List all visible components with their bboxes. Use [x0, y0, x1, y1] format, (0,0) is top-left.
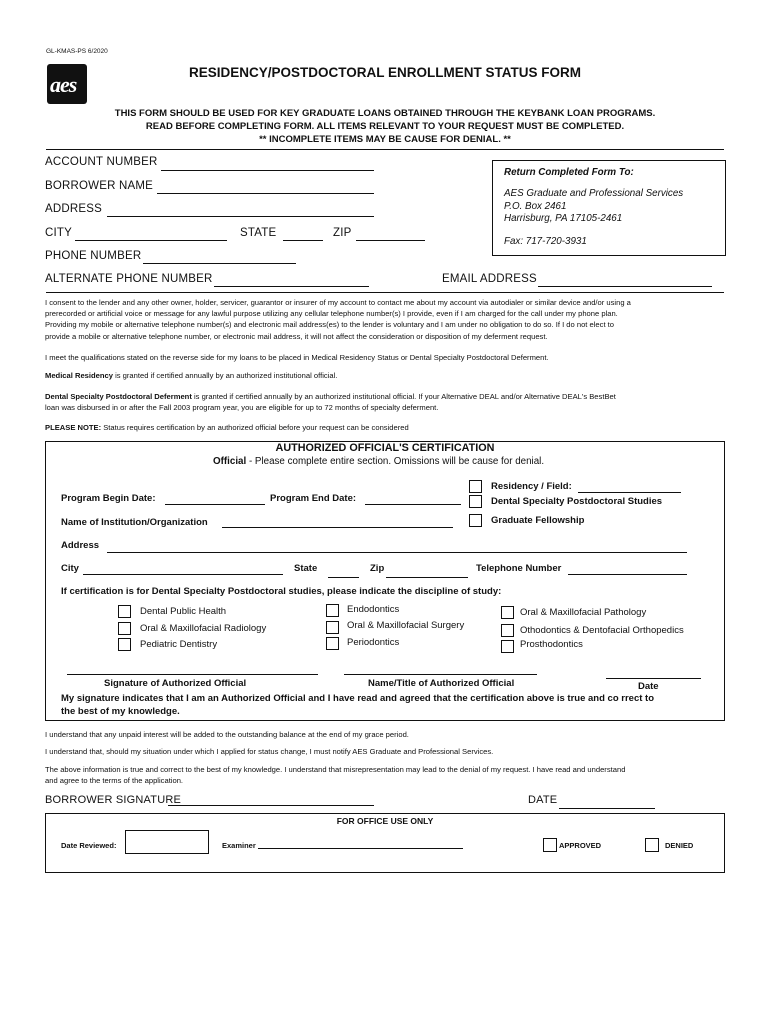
graduate-fellowship-checkbox[interactable] — [469, 514, 482, 527]
borrower-signature-label: BORROWER SIGNATURE — [45, 794, 182, 806]
notify-text: I understand that, should my situation under which I applied for status change, I must notify AES Graduate and Professional Services. — [45, 747, 494, 756]
periodontics-checkbox[interactable] — [326, 637, 339, 650]
dental-deferment-label: Dental Specialty Postdoctoral Deferment — [45, 392, 192, 401]
state-field[interactable] — [283, 240, 323, 241]
oral-radiology-label: Oral & Maxillofacial Radiology — [140, 623, 267, 634]
program-end-field[interactable] — [365, 504, 461, 505]
unpaid-interest-text: I understand that any unpaid interest will be added to the outstanding balance at the end of my grace period. — [45, 730, 409, 739]
city-label: CITY — [45, 227, 72, 239]
account-number-label: ACCOUNT NUMBER — [45, 156, 158, 168]
pediatric-dentistry-checkbox[interactable] — [118, 638, 131, 651]
state-label: STATE — [240, 227, 277, 239]
zip-label: ZIP — [333, 227, 352, 239]
form-title: RESIDENCY/POSTDOCTORAL ENROLLMENT STATUS FORM — [188, 65, 581, 80]
prosthodontics-checkbox[interactable] — [501, 640, 514, 653]
city-field[interactable] — [75, 240, 227, 241]
borrower-name-field[interactable] — [157, 193, 374, 194]
dental-public-health-checkbox[interactable] — [118, 605, 131, 618]
email-field[interactable] — [538, 286, 712, 287]
residency-field-line[interactable] — [578, 492, 681, 493]
alternate-phone-label: ALTERNATE PHONE NUMBER — [45, 273, 213, 285]
denied-label: DENIED — [665, 841, 694, 850]
endodontics-checkbox[interactable] — [326, 604, 339, 617]
program-begin-label: Program Begin Date: — [61, 493, 156, 504]
dental-deferment-line-2: loan was disbursed in or after the Fall 2003 program year, you are eligible for up to 72 months of specialty deferment. — [45, 403, 439, 413]
cert-city-label: City — [61, 563, 79, 574]
cert-zip-field[interactable] — [386, 577, 468, 578]
borrower-date-field[interactable] — [559, 808, 655, 809]
alternate-phone-field[interactable] — [214, 286, 369, 287]
dental-specialty-label: Dental Specialty Postdoctoral Studies — [491, 496, 663, 507]
borrower-date-label: DATE — [528, 794, 558, 806]
true-correct-line-1: The above information is true and correct to the best of my knowledge. I understand that misrepresentation may lead to the denial of my request. I have read and understand — [45, 765, 626, 774]
return-heading: Return Completed Form To: — [504, 167, 634, 178]
qualifications-text: I meet the qualifications stated on the reverse side for my loans to be placed in Medical Residency Status or Dental Specialty Postdoctoral Deferment. — [45, 353, 549, 362]
zip-field[interactable] — [356, 240, 425, 241]
email-label: EMAIL ADDRESS — [442, 273, 537, 285]
cert-state-field[interactable] — [328, 577, 359, 578]
discipline-prompt: If certification is for Dental Specialty Postdoctoral studies, please indicate the discipline of study: — [61, 586, 502, 597]
dental-deferment-desc: is granted if certified annually by an authorized institutional official. If your Alternative DEAL and/or Alternative DEAL's BestBet — [191, 392, 616, 401]
attestation-line-2: the best of my knowledge. — [61, 706, 180, 717]
dental-public-health-label: Dental Public Health — [140, 606, 227, 617]
endodontics-label: Endodontics — [347, 604, 400, 615]
address-label: ADDRESS — [45, 203, 102, 215]
consent-paragraph — [45, 297, 735, 342]
please-note-label: PLEASE NOTE: — [45, 423, 102, 432]
address-field[interactable] — [107, 216, 374, 217]
cert-state-label: State — [294, 563, 318, 574]
approved-label: APPROVED — [559, 841, 602, 850]
consent-line-1: I consent to the lender and any other owner, holder, servicer, guarantor or insurer of my account to contact me about my account via autodialer or similar device and/or using a — [45, 298, 631, 307]
please-note — [45, 422, 735, 433]
instruction-line-1: THIS FORM SHOULD BE USED FOR KEY GRADUATE LOANS OBTAINED THROUGH THE KEYBANK LOAN PROGRAMS. — [114, 108, 656, 119]
program-begin-field[interactable] — [165, 504, 265, 505]
divider — [46, 149, 724, 150]
please-note-text: Status requires certification by an authorized official before your request can be considered — [101, 423, 409, 432]
office-use-heading: FOR OFFICE USE ONLY — [336, 816, 434, 826]
official-date-field[interactable] — [606, 678, 701, 679]
cert-zip-label: Zip — [370, 563, 385, 574]
dental-specialty-checkbox[interactable] — [469, 495, 482, 508]
prosthodontics-label: Prosthodontics — [520, 639, 583, 650]
orthodontics-checkbox[interactable] — [501, 624, 514, 637]
official-signature-label: Signature of Authorized Official — [104, 678, 247, 689]
return-address-box — [492, 160, 726, 256]
cert-address-label: Address — [61, 540, 100, 551]
return-line-3: Harrisburg, PA 17105-2461 — [504, 213, 623, 224]
official-label: Official — [213, 456, 247, 467]
return-line-1: AES Graduate and Professional Services — [504, 188, 684, 199]
date-reviewed-label: Date Reviewed: — [61, 841, 117, 850]
medical-residency-desc: is granted if certified annually by an authorized institutional official. — [112, 371, 338, 380]
instruction-line-3: ** INCOMPLETE ITEMS MAY BE CAUSE FOR DENIAL. ** — [259, 134, 511, 145]
instruction-line-2: READ BEFORE COMPLETING FORM. ALL ITEMS RELEVANT TO YOUR REQUEST MUST BE COMPLETED. — [145, 121, 625, 132]
borrower-signature-field[interactable] — [168, 805, 374, 806]
pediatric-dentistry-label: Pediatric Dentistry — [140, 639, 218, 650]
oral-pathology-checkbox[interactable] — [501, 606, 514, 619]
form-code: GL-KMAS-PS 6/2020 — [46, 48, 108, 55]
divider — [46, 292, 724, 293]
denied-checkbox[interactable] — [645, 838, 659, 852]
official-name-title-label: Name/Title of Authorized Official — [368, 678, 515, 689]
cert-city-field[interactable] — [83, 574, 283, 575]
phone-number-field[interactable] — [143, 263, 296, 264]
orthodontics-label: Othodontics & Dentofacial Orthopedics — [520, 625, 684, 636]
logo-text: aes — [50, 72, 77, 97]
oral-surgery-label: Oral & Maxillofacial Surgery — [347, 620, 465, 631]
dental-deferment-text — [45, 391, 735, 413]
medical-residency-label: Medical Residency — [45, 371, 113, 380]
institution-field[interactable] — [222, 527, 453, 528]
examiner-field[interactable] — [258, 848, 463, 849]
oral-surgery-checkbox[interactable] — [326, 621, 339, 634]
periodontics-label: Periodontics — [347, 637, 400, 648]
instructions — [0, 107, 770, 146]
consent-line-3: Providing my mobile or alternative telephone number(s) and electronic mail address(es) to the lender is voluntary and I am under no obligation to do so. If I do not elect to — [45, 320, 614, 330]
borrower-name-label: BORROWER NAME — [45, 180, 154, 192]
return-line-2: P.O. Box 2461 — [504, 200, 567, 212]
certification-heading: AUTHORIZED OFFICIAL'S CERTIFICATION — [275, 442, 495, 454]
graduate-fellowship-label: Graduate Fellowship — [491, 515, 585, 526]
official-name-title-field[interactable] — [344, 674, 537, 675]
cert-telephone-label: Telephone Number — [476, 563, 562, 574]
attestation-line-1: My signature indicates that I am an Authorized Official and I have read and agreed that the certification above is true and co rrect to — [61, 693, 655, 704]
true-correct-text — [45, 764, 735, 786]
official-signature-field[interactable] — [67, 674, 318, 675]
program-end-label: Program End Date: — [270, 493, 357, 504]
approved-checkbox[interactable] — [543, 838, 557, 852]
certification-subtitle — [213, 456, 544, 467]
phone-number-label: PHONE NUMBER — [45, 250, 142, 262]
account-number-field[interactable] — [161, 170, 374, 171]
cert-address-field[interactable] — [107, 552, 687, 553]
residency-checkbox[interactable] — [469, 480, 482, 493]
oral-pathology-label: Oral & Maxillofacial Pathology — [520, 607, 647, 618]
medical-residency-text — [45, 370, 735, 381]
cert-telephone-field[interactable] — [568, 574, 687, 575]
true-correct-line-2: and agree to the terms of the application. — [45, 776, 184, 786]
consent-line-4: provide a mobile or alternative telephone number, or electronic mail address, it will not affect the consideration or disposition of my deferment request. — [45, 331, 548, 341]
return-address — [504, 188, 683, 226]
official-date-label: Date — [638, 681, 659, 692]
official-instruction: - Please complete entire section. Omissions will be cause for denial. — [246, 456, 545, 467]
examiner-label: Examiner — [222, 841, 256, 850]
date-reviewed-field[interactable] — [125, 830, 209, 854]
oral-radiology-checkbox[interactable] — [118, 622, 131, 635]
institution-label: Name of Institution/Organization — [61, 517, 208, 528]
attestation — [61, 692, 654, 718]
return-fax: Fax: 717-720-3931 — [504, 236, 587, 247]
consent-line-2: prerecorded or artificial voice or message for any lawful purpose utilizing any cellular telephone number(s) I provide, even if I am charged for the call under my phone plan. — [45, 309, 618, 319]
residency-field-label: Residency / Field: — [491, 481, 572, 492]
